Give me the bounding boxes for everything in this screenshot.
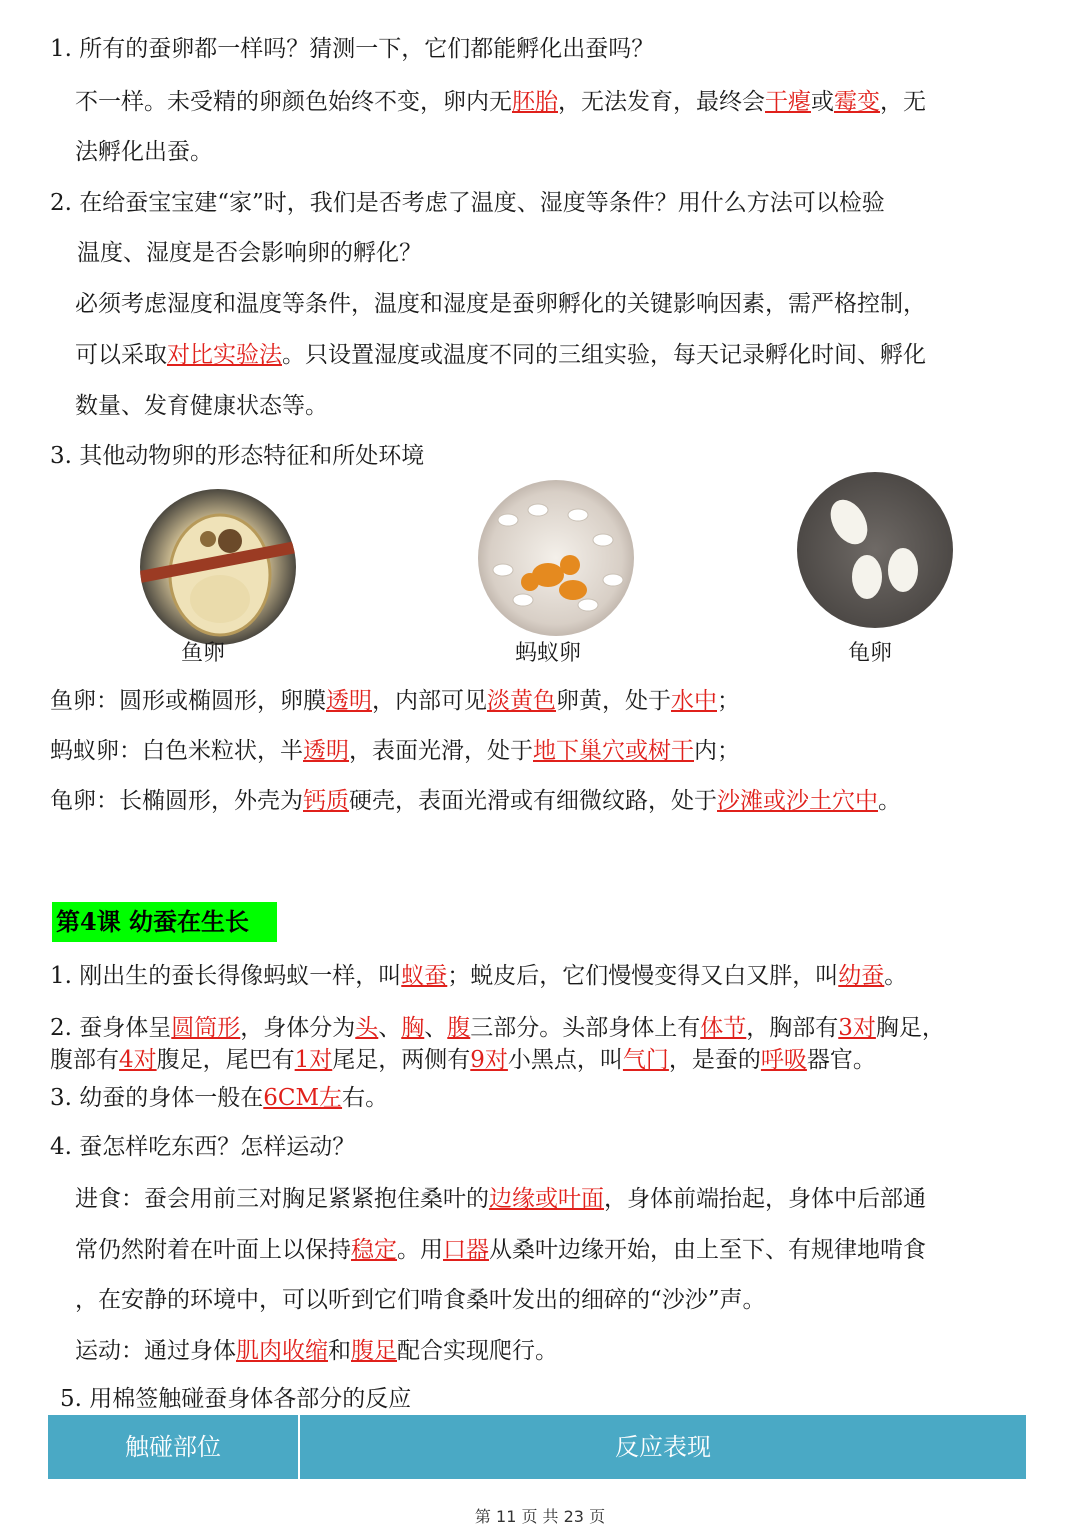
question-2-line-2: 温度、湿度是否会影响卵的孵化？ [77, 240, 422, 266]
fish-egg-description: 鱼卵：圆形或椭圆形，卵膜透明，内部可见淡黄色卵黄，处于水中； [50, 688, 740, 714]
lesson-point-3: 3. 幼蚕的身体一般在6CM左右。 [50, 1085, 389, 1111]
eating-line-3: ，在安静的环境中，可以听到它们啃食桑叶发出的细碎的“沙沙”声。 [75, 1287, 766, 1313]
lesson-point-4: 4. 蚕怎样吃东西？怎样运动？ [50, 1134, 356, 1160]
answer-1-line-1: 不一样。未受精的卵颜色始终不变，卵内无胚胎，无法发育，最终会干瘪或霉变，无 [75, 89, 926, 115]
eating-line-2: 常仍然附着在叶面上以保持稳定。用口器从桑叶边缘开始，由上至下、有规律地啃食 [75, 1237, 926, 1263]
ant-egg-image [478, 480, 634, 636]
ant-egg-caption: 蚂蚁卵 [514, 641, 581, 666]
ant-egg-description: 蚂蚁卵：白色米粒状，半透明，表面光滑，处于地下巢穴或树干内； [50, 738, 740, 764]
question-1: 1. 所有的蚕卵都一样吗？猜测一下，它们都能孵化出蚕吗？ [50, 36, 655, 62]
answer-1-line-2: 法孵化出蚕。 [75, 139, 213, 165]
turtle-egg-image [797, 472, 953, 628]
fish-egg-image [140, 489, 296, 645]
turtle-egg-description: 龟卵：长椭圆形，外壳为钙质硬壳，表面光滑或有细微纹路，处于沙滩或沙土穴中。 [50, 788, 901, 814]
question-2-line-1: 2. 在给蚕宝宝建“家”时，我们是否考虑了温度、湿度等条件？用什么方法可以检验 [50, 190, 885, 216]
question-3: 3. 其他动物卵的形态特征和所处环境 [50, 443, 425, 469]
movement-line: 运动：通过身体肌肉收缩和腹足配合实现爬行。 [75, 1338, 558, 1364]
fish-egg-caption: 鱼卵 [180, 641, 225, 666]
lesson-heading: 第4课 幼蚕在生长 [52, 902, 277, 942]
lesson-point-1: 1. 刚出生的蚕长得像蚂蚁一样，叫蚁蚕；蜕皮后，它们慢慢变得又白又胖，叫幼蚕。 [50, 963, 908, 989]
lesson-point-5: 5. 用棉签触碰蚕身体各部分的反应 [60, 1386, 412, 1412]
reaction-table-header [48, 1415, 1026, 1479]
answer-2-line-3: 数量、发育健康状态等。 [75, 393, 328, 419]
turtle-egg-caption: 龟卵 [847, 641, 892, 666]
table-header-touch-part: 触碰部位 [48, 1415, 300, 1479]
eating-line-1: 进食：蚕会用前三对胸足紧紧抱住桑叶的边缘或叶面，身体前端抬起，身体中后部通 [75, 1186, 926, 1212]
answer-2-line-1: 必须考虑湿度和温度等条件，温度和湿度是蚕卵孵化的关键影响因素，需严格控制， [75, 291, 926, 317]
lesson-point-2-line-1: 2. 蚕身体呈圆筒形，身体分为头、胸、腹三部分。头部身体上有体节，胸部有3对胸足， [50, 1015, 945, 1041]
answer-2-line-2: 可以采取对比实验法。只设置湿度或温度不同的三组实验，每天记录孵化时间、孵化 [75, 342, 926, 368]
table-header-reaction: 反应表现 [615, 1433, 711, 1461]
lesson-point-2-line-2: 腹部有4对腹足，尾巴有1对尾足，两侧有9对小黑点，叫气门，是蚕的呼吸器官。 [50, 1047, 876, 1073]
page-footer: 第 11 页 共 23 页 [474, 1507, 606, 1526]
